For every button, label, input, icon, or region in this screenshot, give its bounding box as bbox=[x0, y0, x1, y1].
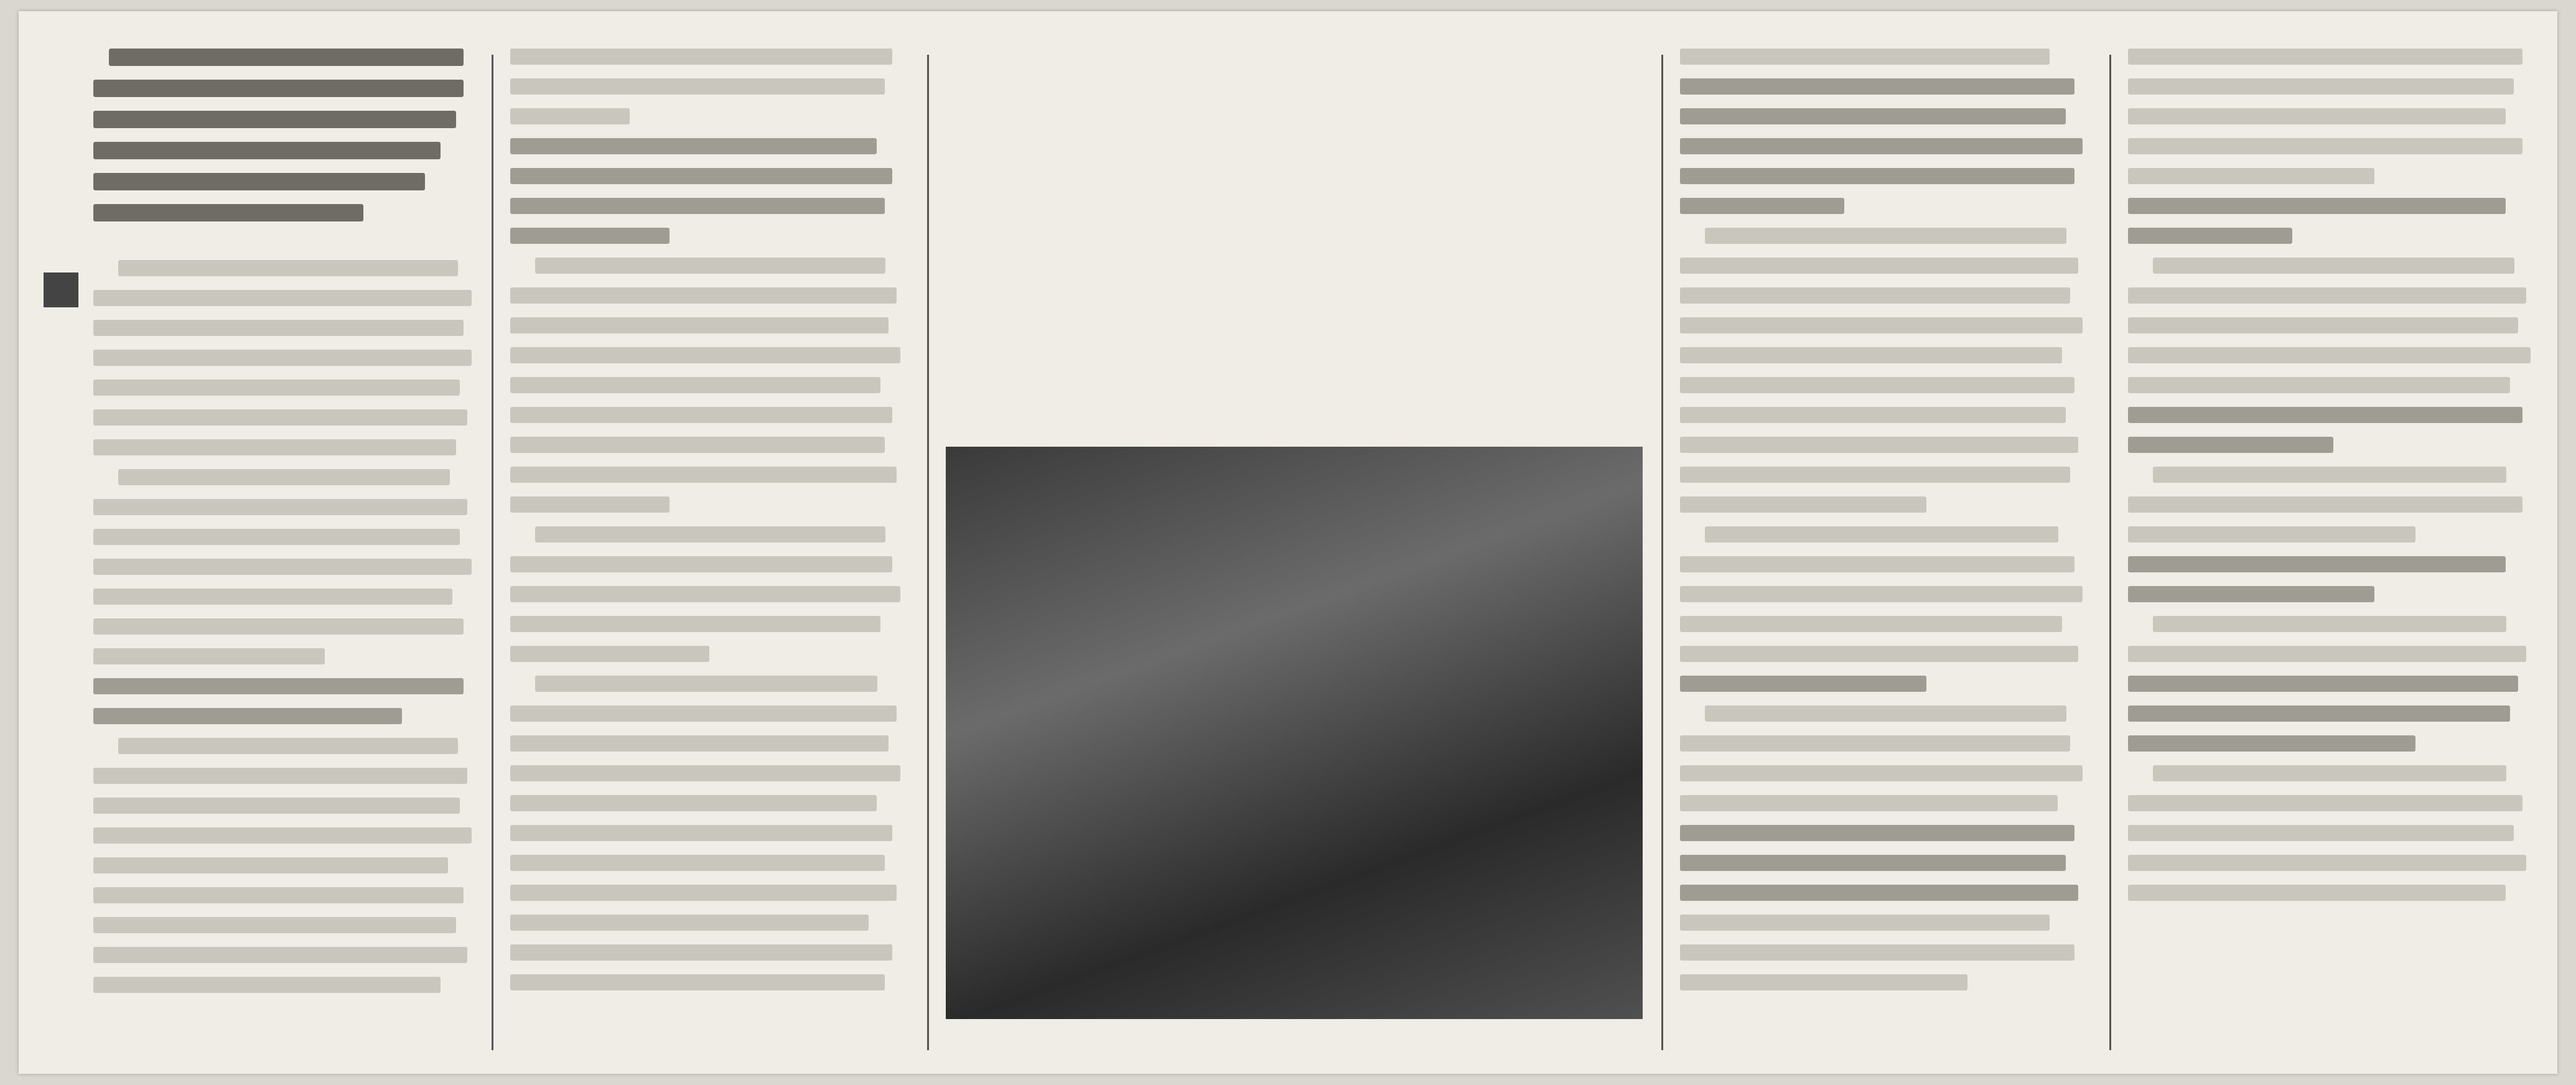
headline-block bbox=[989, 61, 1612, 80]
column-1 bbox=[93, 49, 479, 1056]
column-4 bbox=[1680, 49, 2091, 1056]
column-rule bbox=[927, 55, 929, 1050]
section-marker bbox=[44, 272, 78, 307]
column-rule bbox=[492, 55, 493, 1050]
portrait-photo bbox=[946, 447, 1643, 1019]
newspaper-clipping bbox=[19, 11, 2557, 1074]
column-rule bbox=[2109, 55, 2111, 1050]
column-5 bbox=[2128, 49, 2539, 982]
column-2 bbox=[510, 49, 908, 1056]
column-rule bbox=[1661, 55, 1663, 1050]
